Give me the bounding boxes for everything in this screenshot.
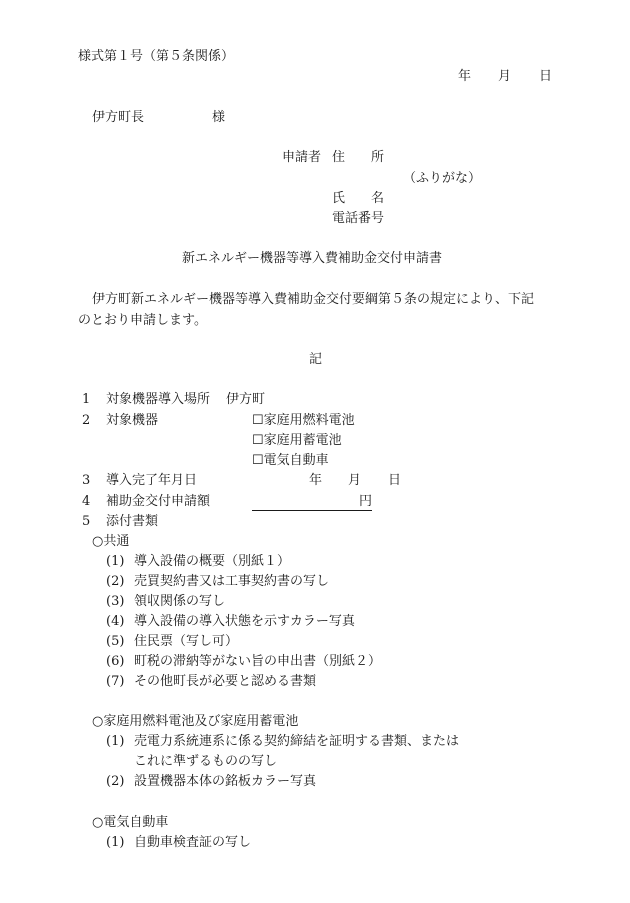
date-day: 日 <box>539 69 553 84</box>
common-doc-2-text: 売買契約書又は工事契約書の写し <box>134 574 330 589</box>
equipment-option-fuel-cell[interactable]: ☐家庭用燃料電池 <box>252 413 355 428</box>
fuel-doc-1-number: (1) <box>106 734 125 749</box>
equipment-option-battery[interactable]: ☐家庭用蓄電池 <box>252 433 342 448</box>
common-doc-4-number: (4) <box>106 614 125 629</box>
applicant-label: 申請者 <box>282 150 322 165</box>
fuel-battery-heading: ○家庭用燃料電池及び家庭用蓄電池 <box>92 714 299 729</box>
common-doc-1-number: (1) <box>106 554 125 569</box>
ev-doc-1-text: 自動車検査証の写し <box>134 835 252 850</box>
completion-day: 日 <box>388 473 402 488</box>
common-doc-6-number: (6) <box>106 654 125 669</box>
common-doc-3-text: 領収関係の写し <box>134 594 226 609</box>
fuel-doc-2-number: (2) <box>106 774 125 789</box>
fuel-doc-2-text: 設置機器本体の銘板カラー写真 <box>134 774 317 789</box>
common-doc-6-text: 町税の滞納等がない旨の申出書（別紙２） <box>134 654 382 669</box>
common-doc-7-text: その他町長が必要と認める書類 <box>134 674 317 689</box>
item-4-number: 4 <box>82 494 91 509</box>
ki-heading: 記 <box>309 352 323 367</box>
ev-doc-1-number: (1) <box>106 835 125 850</box>
equipment-option-ev[interactable]: ☐電気自動車 <box>252 453 329 468</box>
fuel-doc-1-line-1: 売電力系統連系に係る契約締結を証明する書類、または <box>134 734 460 749</box>
item-1-label: 対象機器導入場所 <box>106 392 211 407</box>
completion-month: 月 <box>348 473 362 488</box>
item-1-value: 伊方町 <box>226 392 266 407</box>
item-3-number: 3 <box>82 473 91 488</box>
common-doc-5-number: (5) <box>106 634 125 649</box>
amount-unit: 円 <box>359 494 373 509</box>
common-doc-1-text: 導入設備の概要（別紙１） <box>134 554 291 569</box>
item-1-number: 1 <box>82 392 91 407</box>
common-doc-2-number: (2) <box>106 574 125 589</box>
common-doc-3-number: (3) <box>106 594 125 609</box>
addressee-honorific: 様 <box>212 110 226 125</box>
date-year: 年 <box>458 69 472 84</box>
name-label: 氏 名 <box>332 191 385 206</box>
common-doc-7-number: (7) <box>106 674 125 689</box>
phone-label: 電話番号 <box>332 211 385 226</box>
ev-heading: ○電気自動車 <box>92 815 169 830</box>
addressee-name: 伊方町長 <box>92 110 145 125</box>
fuel-doc-1-line-2: これに準ずるものの写し <box>134 754 278 769</box>
completion-year: 年 <box>309 473 323 488</box>
common-heading: ○共通 <box>92 534 130 549</box>
address-label: 住 所 <box>332 150 385 165</box>
form-number: 様式第１号（第５条関係） <box>78 49 235 64</box>
date-month: 月 <box>498 69 512 84</box>
common-doc-4-text: 導入設備の導入状態を示すカラー写真 <box>134 614 355 629</box>
item-3-label: 導入完了年月日 <box>106 473 198 488</box>
item-2-number: 2 <box>82 413 91 428</box>
common-doc-5-text: 住民票（写し可） <box>134 634 239 649</box>
item-4-label: 補助金交付申請額 <box>106 494 211 509</box>
furigana-label: （ふりがな） <box>403 171 482 186</box>
body-line-2: のとおり申請します。 <box>78 313 207 328</box>
body-line-1: 伊方町新エネルギー機器等導入費補助金交付要綱第５条の規定により、下記 <box>92 292 535 307</box>
item-5-label: 添付書類 <box>106 514 159 529</box>
amount-field[interactable] <box>252 494 372 511</box>
item-5-number: 5 <box>82 514 91 529</box>
item-2-label: 対象機器 <box>106 413 159 428</box>
document-title: 新エネルギー機器等導入費補助金交付申請書 <box>182 251 443 266</box>
